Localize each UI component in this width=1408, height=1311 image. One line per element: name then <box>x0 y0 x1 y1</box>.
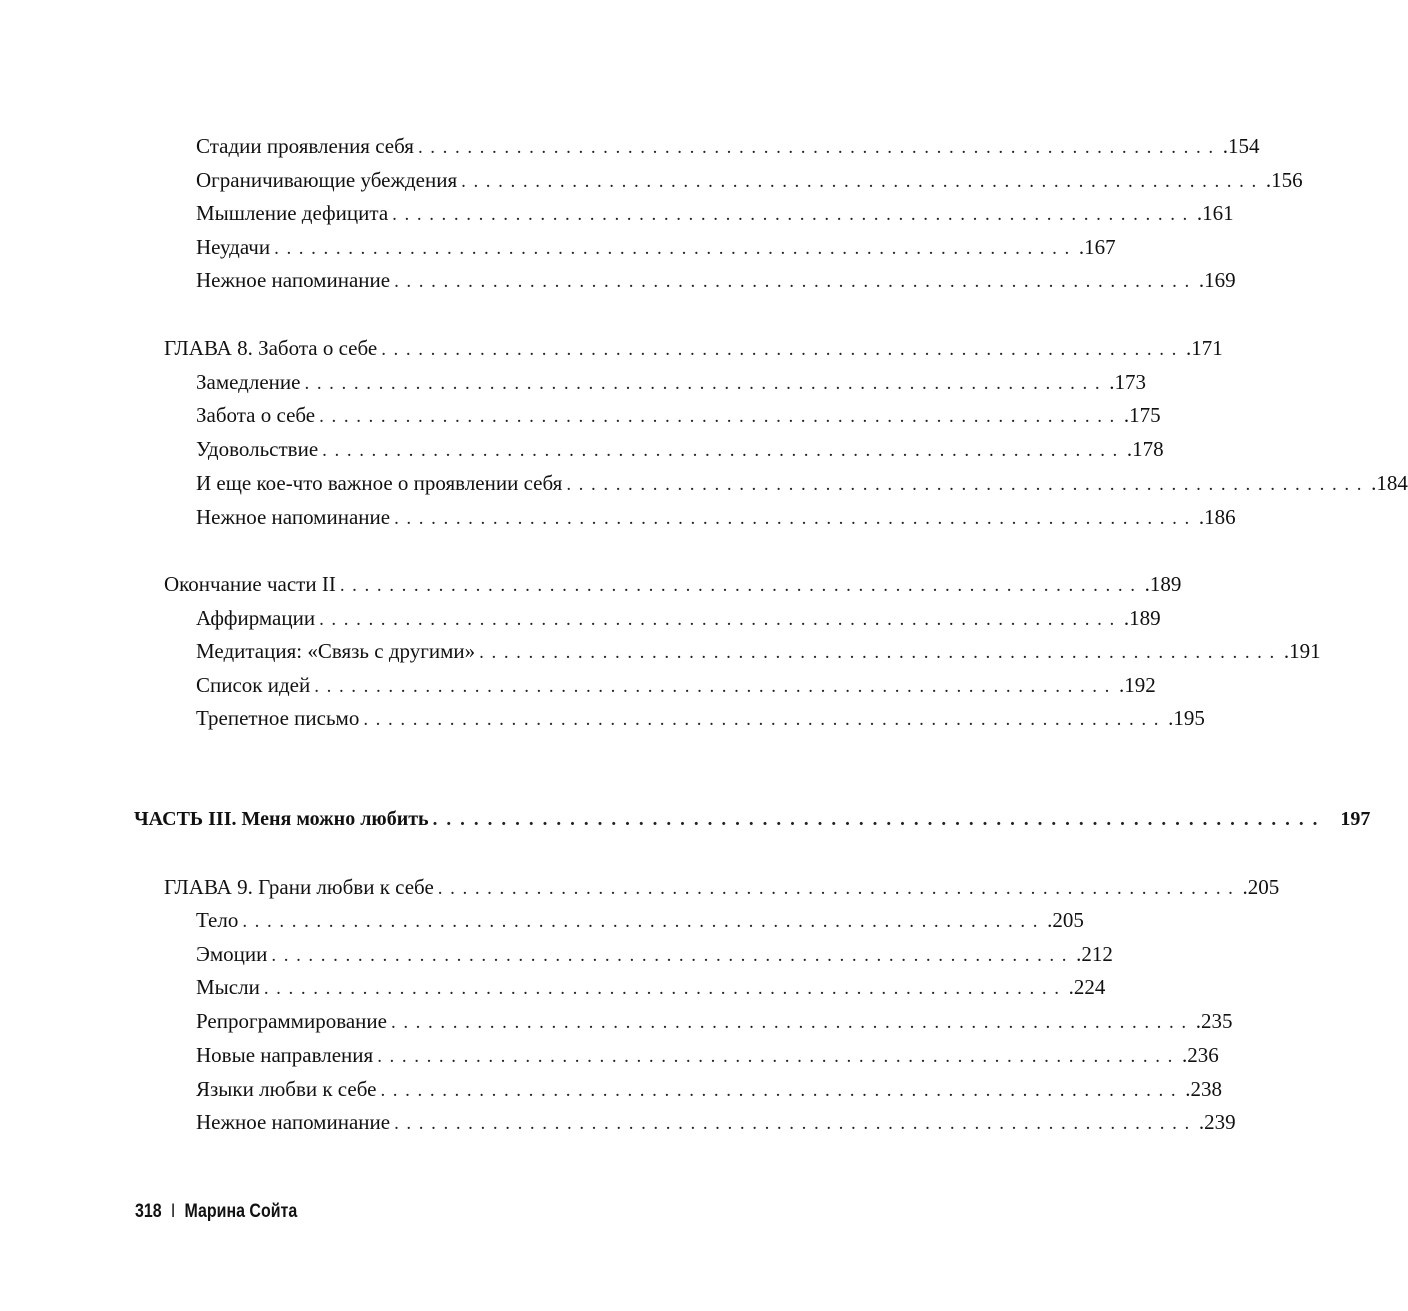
toc-entry-title: Медитация: «Связь с другими» <box>196 639 476 663</box>
dot-leader: ................................................................. <box>437 878 1241 899</box>
toc-entry-title: ЧАСТЬ III. Меня можно любить <box>134 808 429 830</box>
dot-leader: ................................................................. <box>417 137 1221 158</box>
toc-entry-title: Забота о себе <box>196 403 316 427</box>
toc-entry-page: .167 <box>1078 235 1116 259</box>
toc-entry <box>196 367 1146 397</box>
dot-leader: ................................................................. <box>394 508 1197 529</box>
page-number: 318 <box>135 1201 162 1222</box>
toc-entry <box>196 972 1106 1002</box>
dot-leader: ................................................................. <box>390 1012 1194 1033</box>
toc-entry <box>196 1074 1222 1104</box>
toc-entry-page: .154 <box>1222 134 1260 158</box>
toc-entry-page: .171 <box>1185 336 1223 360</box>
toc-entry-page: 197 <box>1340 808 1371 830</box>
dot-leader: ................................................................. <box>392 204 1195 225</box>
dot-leader: ................................................................. <box>274 238 1077 259</box>
page-footer <box>135 1197 297 1227</box>
footer-separator: I <box>170 1201 176 1222</box>
toc-entry-page: .205 <box>1047 908 1084 932</box>
toc-entry-title: Нежное напоминание <box>196 1110 391 1134</box>
toc-entry-title: Репрограммирование <box>196 1009 387 1033</box>
toc-entry-title: Эмоции <box>196 942 268 966</box>
toc-entry-title: Удовольствие <box>196 437 319 461</box>
toc-entry <box>196 265 1236 295</box>
toc-entry-title: Список идей <box>196 673 311 697</box>
toc-entry-title: Окончание части II <box>164 572 336 596</box>
toc-part <box>134 804 1371 834</box>
toc-entry <box>196 198 1234 228</box>
dot-leader: ................................................................. <box>432 809 1327 830</box>
toc-entry-page: .192 <box>1119 673 1156 697</box>
toc-entry-page: .205 <box>1242 875 1280 899</box>
dot-leader: ................................................................. <box>263 978 1067 999</box>
toc-entry-title: Нежное напоминание <box>196 268 391 292</box>
toc-entry <box>196 636 1321 666</box>
toc-chapter <box>164 333 1223 363</box>
dot-leader: ................................................................. <box>314 676 1117 697</box>
toc-entry-title: Тело <box>196 908 239 932</box>
toc-entry-page: .189 <box>1123 606 1161 630</box>
toc-entry <box>196 502 1236 532</box>
author-name: Марина Сойта <box>184 1201 298 1222</box>
toc-entry-title: Замедление <box>196 370 301 394</box>
toc-entry <box>196 1006 1233 1036</box>
toc-entry-page: .173 <box>1109 370 1146 394</box>
toc-entry-page: .236 <box>1181 1043 1219 1067</box>
toc-entry <box>196 939 1113 969</box>
dot-leader: ................................................................. <box>394 1113 1197 1134</box>
toc-entry-page: .238 <box>1185 1077 1222 1101</box>
toc-entry-title: Неудачи <box>196 235 271 259</box>
dot-leader: ................................................................. <box>304 373 1108 394</box>
toc-entry <box>196 400 1161 430</box>
dot-leader: ................................................................. <box>381 339 1184 360</box>
toc-entry <box>196 670 1156 700</box>
toc-entry <box>196 165 1303 195</box>
dot-leader: ................................................................. <box>271 945 1075 966</box>
toc-entry-page: .224 <box>1068 975 1106 999</box>
dot-leader: ................................................................. <box>377 1046 1180 1067</box>
dot-leader: ................................................................. <box>479 642 1282 663</box>
dot-leader: ................................................................. <box>394 271 1197 292</box>
toc-entry <box>196 905 1084 935</box>
dot-leader: ................................................................. <box>319 406 1122 427</box>
toc-entry-title: ГЛАВА 9. Грани любви к себе <box>164 875 434 899</box>
toc-entry-title: Ограничивающие убеждения <box>196 168 458 192</box>
toc-entry-page: .239 <box>1198 1110 1236 1134</box>
toc-entry-title: Языки любви к себе <box>196 1077 377 1101</box>
dot-leader: ................................................................. <box>339 575 1143 596</box>
dot-leader: ................................................................. <box>380 1080 1184 1101</box>
toc-entry-title: ГЛАВА 8. Забота о себе <box>164 336 378 360</box>
toc-entry-page: .195 <box>1168 706 1205 730</box>
dot-leader: ................................................................. <box>566 474 1370 495</box>
toc-entry <box>196 1107 1236 1137</box>
toc-entry-page: .161 <box>1196 201 1234 225</box>
toc-entry-page: .186 <box>1198 505 1236 529</box>
toc-entry <box>196 1040 1219 1070</box>
toc-entry-page: .178 <box>1126 437 1164 461</box>
toc-entry <box>196 232 1116 262</box>
toc-entry-title: Трепетное письмо <box>196 706 360 730</box>
dot-leader: ................................................................. <box>461 171 1264 192</box>
toc-section <box>164 569 1182 599</box>
toc-entry-page: .191 <box>1283 639 1321 663</box>
toc-entry <box>196 131 1260 161</box>
dot-leader: ................................................................. <box>242 911 1046 932</box>
toc-entry-title: Нежное напоминание <box>196 505 391 529</box>
dot-leader: ................................................................. <box>322 440 1125 461</box>
dot-leader: ................................................................. <box>363 709 1167 730</box>
toc-entry-title: Новые направления <box>196 1043 374 1067</box>
toc-entry <box>196 703 1205 733</box>
toc-entry-page: .235 <box>1195 1009 1233 1033</box>
toc-chapter <box>164 872 1280 902</box>
toc-entry-title: И еще кое-что важное о проявлении себя <box>196 471 563 495</box>
toc-entry-page: .189 <box>1144 572 1182 596</box>
toc-entry-page: .169 <box>1198 268 1236 292</box>
toc-entry-page: .175 <box>1123 403 1161 427</box>
toc-entry-page: .156 <box>1265 168 1303 192</box>
toc-entry-title: Аффирмации <box>196 606 316 630</box>
toc-entry <box>196 603 1161 633</box>
dot-leader: ................................................................. <box>319 609 1122 630</box>
toc-entry-title: Мысли <box>196 975 260 999</box>
toc-entry-title: Стадии проявления себя <box>196 134 414 158</box>
toc-entry <box>196 434 1164 464</box>
toc-entry <box>196 468 1408 498</box>
toc-entry-page: .184 <box>1371 471 1408 495</box>
toc-entry-page: .212 <box>1076 942 1113 966</box>
toc-entry-title: Мышление дефицита <box>196 201 389 225</box>
